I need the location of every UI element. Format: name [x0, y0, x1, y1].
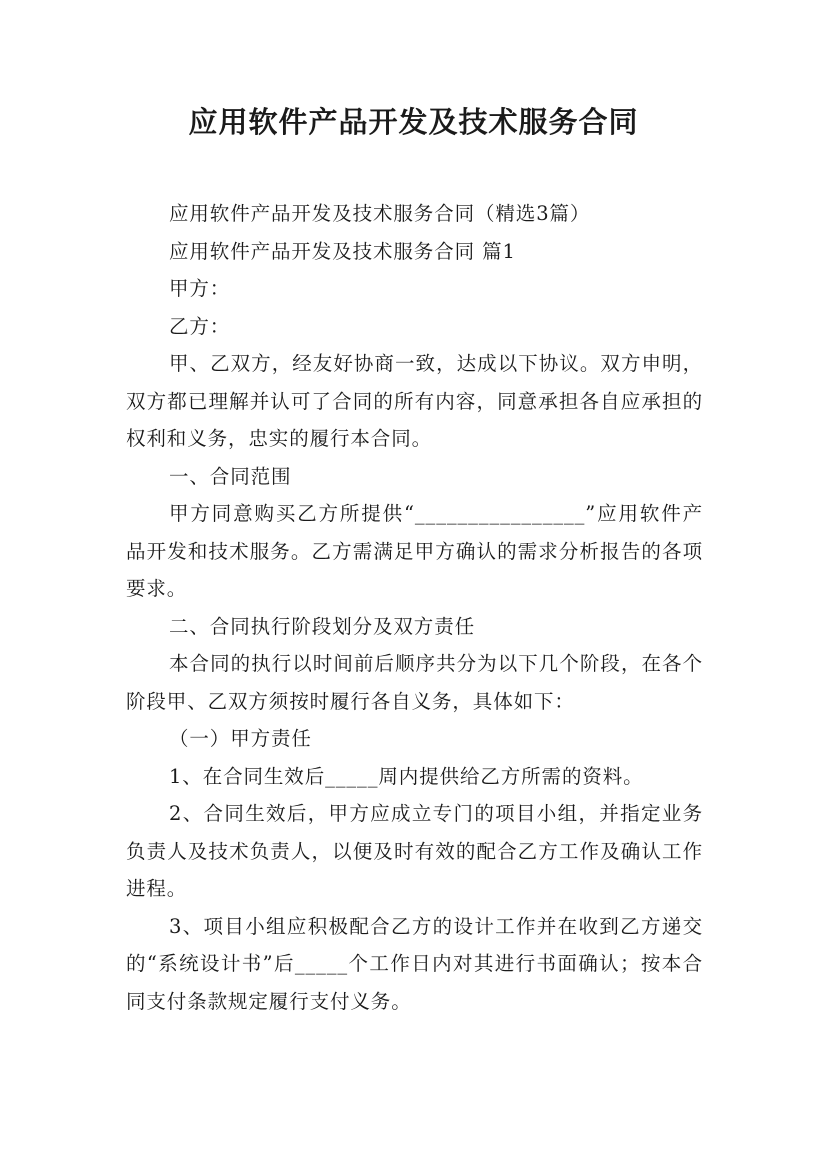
document-title: 应用软件产品开发及技术服务合同	[188, 105, 639, 139]
scope-paragraph: 甲方同意购买乙方所提供“________________”应用软件产品开发和技术服务。乙方需满足甲方确认的需求分析报告的各项要求。	[126, 502, 703, 600]
duty-item-1: 1、在合同生效后_____周内提供给乙方所需的资料。	[169, 764, 644, 788]
party-b-line: 乙方：	[169, 314, 231, 338]
duty-item-3: 3、项目小组应积极配合乙方的设计工作并在收到乙方递交的“系统设计书”后_____个工作日内对其进行书面确认；按本合同支付条款规定履行支付义务。	[126, 914, 703, 1013]
duty-item-2: 2、合同生效后，甲方应成立专门的项目小组，并指定业务负责人及技术负责人，以便及时有效的配合乙方工作及确认工作进程。	[126, 802, 703, 900]
section-heading-part-1: 应用软件产品开发及技术服务合同 篇1	[169, 239, 516, 263]
party-a-line: 甲方：	[169, 277, 231, 300]
heading-contract-scope: 一、合同范围	[169, 464, 292, 488]
heading-party-a-duties: （一）甲方责任	[169, 727, 312, 750]
subtitle-paragraph: 应用软件产品开发及技术服务合同（精选3篇）	[169, 202, 591, 225]
agreement-paragraph: 甲、乙双方，经友好协商一致，达成以下协议。双方申明，双方都已理解并认可了合同的所有内容，同意承担各自应承担的权利和义务，忠实的履行本合同。	[126, 352, 703, 450]
document-body	[126, 195, 703, 1020]
heading-execution-stages: 二、合同执行阶段划分及双方责任	[169, 614, 476, 638]
stages-paragraph: 本合同的执行以时间前后顺序共分为以下几个阶段，在各个阶段甲、乙双方须按时履行各自义务，具体如下：	[126, 652, 703, 713]
